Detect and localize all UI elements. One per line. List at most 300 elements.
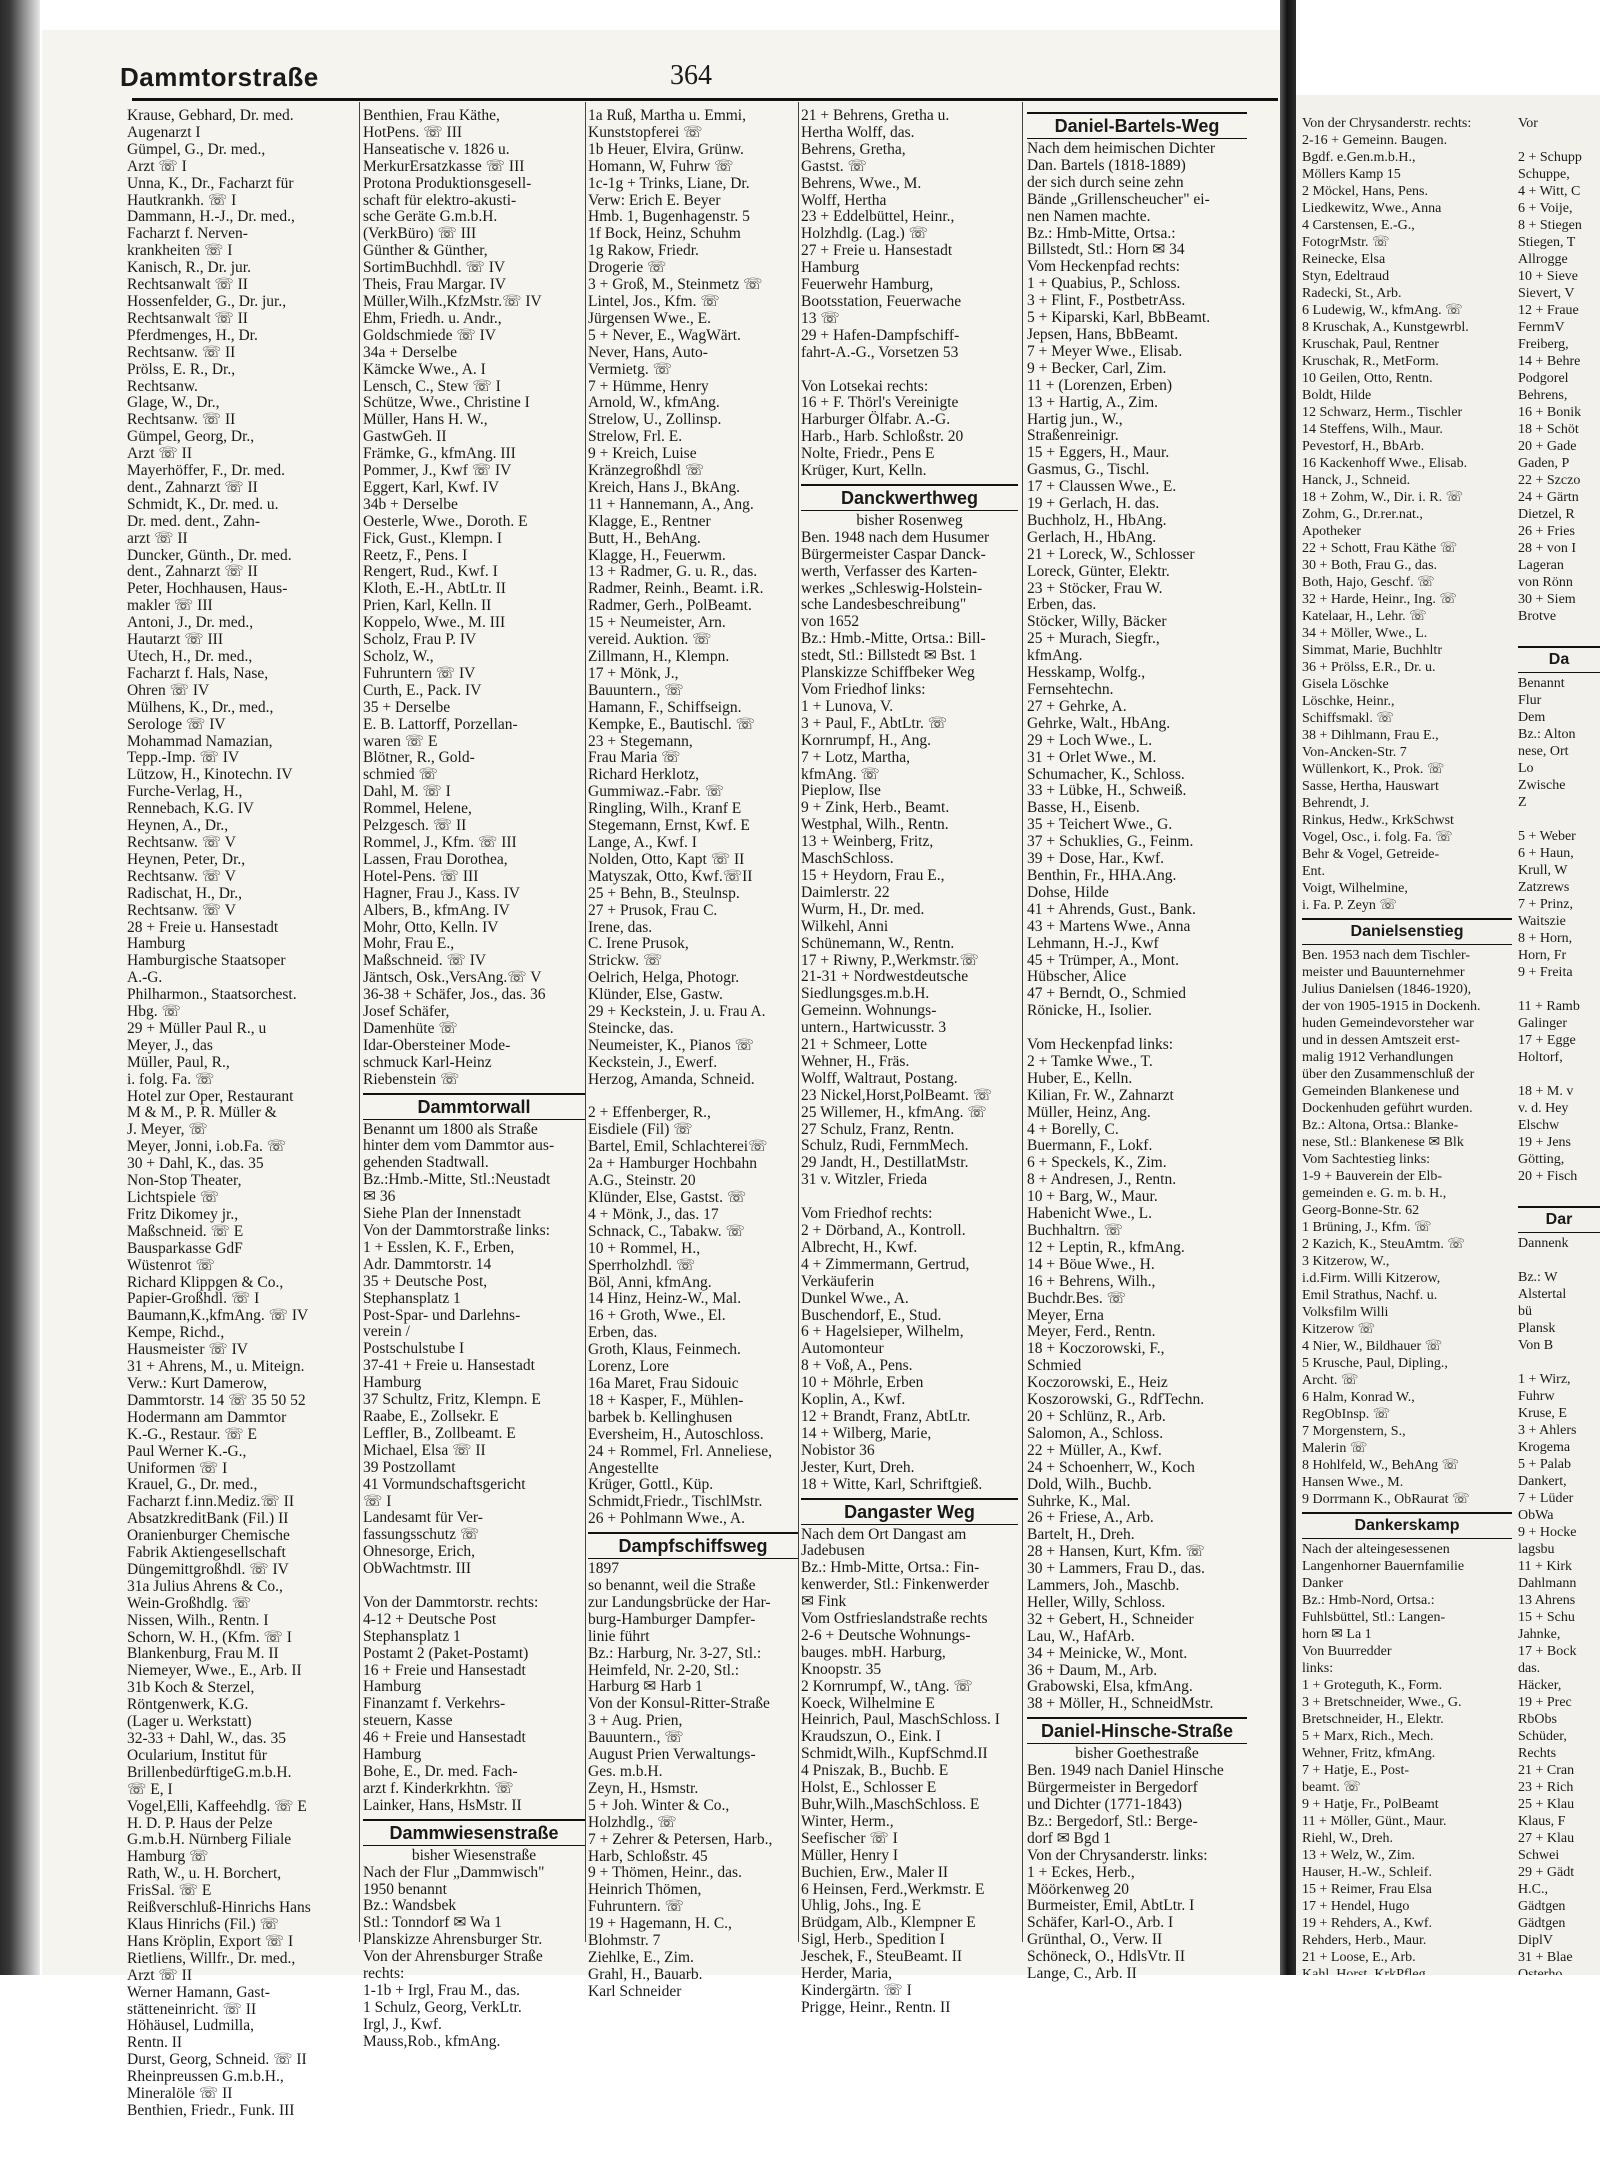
- directory-entry-line: 21 + Loose, E., Arb.: [1302, 1950, 1416, 1965]
- directory-entry-line: 5 + Never, E., WagWärt.: [588, 326, 741, 344]
- directory-entry-line: von Rönn: [1518, 575, 1573, 590]
- directory-entry-line: meister und Bauunternehmer: [1302, 965, 1465, 980]
- directory-entry-line: 3 + Paul, F., AbtLtr. ☏: [801, 714, 948, 732]
- directory-entry-line: 7 + Lüder: [1518, 1491, 1574, 1506]
- directory-entry-line: Götting,: [1518, 1152, 1565, 1167]
- directory-entry-line: Dohse, Hilde: [1027, 883, 1109, 901]
- scan-binding-edge: [0, 0, 40, 1980]
- directory-entry-line: Ben. 1948 nach dem Husumer: [801, 528, 990, 546]
- directory-entry-line: 5 Krusche, Paul, Dipling.,: [1302, 1356, 1448, 1371]
- directory-entry-line: 11 + Hannemann, A., Ang.: [588, 495, 754, 513]
- directory-entry-line: Buchdr.Bes. ☏: [1027, 1289, 1127, 1307]
- directory-entry-line: steuern, Kasse: [363, 1712, 453, 1730]
- directory-entry-line: 25 + Klau: [1518, 1797, 1575, 1812]
- directory-entry-line: [801, 362, 1018, 379]
- directory-entry-line: 2 Möckel, Hans, Pens.: [1302, 184, 1428, 199]
- directory-entry-line: 18 + Koczorowski, F.,: [1027, 1340, 1165, 1358]
- directory-entry-line: Gerlach, H., HbAng.: [1027, 528, 1157, 546]
- directory-entry-line: Prigge, Heinr., Rentn. II: [801, 1998, 951, 2016]
- directory-entry-line: 14 + Böue Wwe., H.: [1027, 1255, 1155, 1273]
- directory-entry-line: Vom Heckenpfad rechts:: [1027, 258, 1180, 276]
- directory-entry-line: Vogel,Elli, Kaffeehdlg. ☏ E: [127, 1797, 307, 1815]
- directory-entry-line: 19 + Rehders, A., Kwf.: [1302, 1916, 1432, 1931]
- directory-entry-line: Nach dem heimischen Dichter: [1027, 140, 1216, 157]
- directory-entry-line: über den Zusammenschluß der: [1302, 1067, 1475, 1082]
- directory-entry-line: Sievert, V: [1518, 286, 1575, 301]
- directory-entry-line: Prölss, E. R., Dr.,: [127, 360, 236, 378]
- directory-entry-line: 18 + Schöt: [1518, 422, 1579, 437]
- directory-entry-line: Albers, B., kfmAng. IV: [363, 901, 510, 919]
- directory-entry-line: Fernsehtechn.: [1027, 681, 1114, 698]
- directory-entry-line: Baumann,K.,kfmAng. ☏ IV: [127, 1307, 309, 1325]
- directory-entry-line: Rennebach, K.G. IV: [127, 800, 254, 818]
- directory-entry-line: Schiffsmakl. ☏: [1302, 711, 1394, 726]
- directory-entry-line: Richard Klippgen & Co.,: [127, 1273, 284, 1291]
- directory-entry-line: Grahl, H., Bauarb.: [588, 1965, 703, 1983]
- directory-entry-line: Dr. med. dent., Zahn-: [127, 512, 261, 530]
- directory-entry-line: ObWa: [1518, 1508, 1554, 1523]
- directory-entry-line: 5 + Marx, Rich., Mech.: [1302, 1729, 1434, 1744]
- directory-entry-line: Brüdgam, Alb., Klempner E: [801, 1914, 976, 1932]
- directory-entry-line: Maßschneid. ☏ IV: [363, 952, 487, 970]
- directory-entry-line: Unna, K., Dr., Facharzt für: [127, 174, 294, 192]
- directory-column-4: [801, 108, 1018, 2027]
- directory-entry-line: 35 + Derselbe: [363, 698, 451, 716]
- directory-entry-line: 1 + Lunova, V.: [801, 697, 894, 715]
- directory-entry-line: Katelaar, H., Lehr. ☏: [1302, 609, 1427, 624]
- directory-entry-line: 21 + Cran: [1518, 1763, 1575, 1778]
- directory-entry-line: Löschke, Heinr.,: [1302, 694, 1395, 709]
- street-heading: Dammwiesenstraße: [363, 1819, 585, 1846]
- directory-entry-line: A.G., Steinstr. 20: [588, 1172, 696, 1190]
- directory-entry-line: ✉ Fink: [801, 1593, 847, 1611]
- directory-entry-line: Werner Hamann, Gast-: [127, 1983, 270, 2001]
- directory-entry-line: Krogema: [1518, 1440, 1571, 1455]
- directory-entry-line: 34b + Derselbe: [363, 495, 458, 513]
- directory-entry-line: Stephansplatz 1: [363, 1289, 461, 1307]
- directory-entry-line: 12 Schwarz, Herm., Tischler: [1302, 405, 1463, 420]
- directory-entry-line: 2 Kornrumpf, W., tAng. ☏: [801, 1677, 973, 1695]
- directory-entry-line: Nolte, Friedr., Pens E: [801, 445, 935, 463]
- directory-entry-line: 3 + Bretschneider, Wwe., G.: [1302, 1695, 1462, 1710]
- directory-entry-line: Schütze, Wwe., Christine I: [363, 394, 530, 412]
- directory-entry-line: 9 + Kreich, Luise: [588, 445, 697, 463]
- directory-entry-line: G.m.b.H. Nürnberg Filiale: [127, 1831, 292, 1849]
- directory-entry-line: Jürgensen Wwe., E.: [588, 309, 711, 327]
- directory-entry-line: Strelow, Frl. E.: [588, 428, 683, 446]
- directory-entry-line: 11 + (Lorenzen, Erben): [1027, 376, 1173, 394]
- directory-entry-line: Zeyn, H., Hsmstr.: [588, 1779, 699, 1797]
- directory-entry-line: 38 + Möller, H., SchneidMstr.: [1027, 1695, 1214, 1713]
- directory-entry-line: 7 + Lotz, Martha,: [801, 748, 911, 766]
- directory-entry-line: Papier-Großhdl. ☏ I: [127, 1290, 260, 1308]
- directory-entry-line: Furche-Verlag, H.,: [127, 783, 243, 801]
- directory-entry-line: Höhäusel, Ludmilla,: [127, 2017, 254, 2035]
- directory-entry-line: 11 + Möller, Günt., Maur.: [1302, 1814, 1447, 1829]
- directory-entry-line: August Prien Verwaltungs-: [588, 1746, 756, 1764]
- directory-entry-line: Blohmstr. 7: [588, 1932, 661, 1950]
- directory-entry-line: Meyer, Ferd., Rentn.: [1027, 1323, 1156, 1341]
- directory-entry-line: Rechtsanw. ☏ V: [127, 833, 236, 851]
- directory-entry-line: 34 + Meinicke, W., Mont.: [1027, 1644, 1188, 1662]
- directory-entry-line: [1518, 1185, 1600, 1202]
- directory-entry-line: Häcker,: [1518, 1678, 1562, 1693]
- directory-entry-line: 27 + Prusok, Frau C.: [588, 901, 718, 919]
- directory-entry-line: Mülhens, K., Dr., med.,: [127, 698, 274, 716]
- directory-entry-line: MerkurErsatzkasse ☏ III: [363, 157, 525, 175]
- directory-entry-line: 3 + Aug. Prien,: [588, 1712, 683, 1730]
- directory-entry-line: Ent.: [1302, 864, 1325, 879]
- page-number: 364: [670, 60, 712, 91]
- directory-entry-line: Kindergärtn. ☏ I: [801, 1981, 912, 1999]
- directory-entry-line: 1f Bock, Heinz, Schuhm: [588, 225, 741, 243]
- directory-entry-line: Klagge, E., Rentner: [588, 512, 711, 530]
- directory-entry-line: Schuppe,: [1518, 167, 1570, 182]
- directory-entry-line: Hesskamp, Wolfg.,: [1027, 664, 1146, 682]
- directory-entry-line: 37 + Schuklies, G., Feinm.: [1027, 833, 1194, 851]
- directory-entry-line: Riehl, W., Dreh.: [1302, 1831, 1393, 1846]
- directory-entry-line: hinter dem vom Dammtor aus-: [363, 1137, 555, 1155]
- directory-entry-line: Schmied: [1027, 1357, 1082, 1375]
- directory-entry-line: Harb, Schloßstr. 45: [588, 1847, 708, 1865]
- directory-entry-line: Verw: Erich E. Beyer: [588, 191, 721, 209]
- directory-entry-line: Hamburg ☏: [127, 1848, 209, 1866]
- directory-entry-line: Schünemann, W., Rentn.: [801, 934, 955, 952]
- directory-entry-line: 31 v. Witzler, Frieda: [801, 1171, 928, 1189]
- directory-entry-line: 16 + Behrens, Wilh.,: [1027, 1272, 1156, 1290]
- directory-entry-line: Styn, Edeltraud: [1302, 269, 1390, 284]
- directory-entry-line: Bürgermeister Caspar Danck-: [801, 545, 986, 563]
- directory-entry-line: kfmAng. ☏: [801, 765, 880, 783]
- directory-entry-line: RegObInsp. ☏: [1302, 1407, 1391, 1422]
- directory-entry-line: Idar-Obersteiner Mode-: [363, 1036, 511, 1054]
- directory-entry-line: Vom Ostfrieslandstraße rechts: [801, 1610, 988, 1628]
- directory-entry-line: 34a + Derselbe: [363, 343, 457, 361]
- directory-entry-line: Behrens, Wwe., M.: [801, 174, 922, 192]
- directory-entry-line: Huber, E., Kelln.: [1027, 1069, 1133, 1087]
- directory-entry-line: Herzog, Amanda, Schneid.: [588, 1070, 755, 1088]
- directory-entry-line: 10 Geilen, Otto, Rentn.: [1302, 371, 1433, 386]
- directory-entry-line: 5 + Weber: [1518, 829, 1576, 844]
- directory-entry-line: Landesamt für Ver-: [363, 1509, 483, 1527]
- directory-entry-line: 4 Nier, W., Bildhauer ☏: [1302, 1339, 1443, 1354]
- directory-entry-line: 30 + Lammers, Frau D., das.: [1027, 1560, 1205, 1578]
- directory-entry-line: Blötner, R., Gold-: [363, 749, 475, 767]
- directory-entry-line: Utech, H., Dr. med.,: [127, 648, 253, 665]
- directory-entry-line: Antoni, J., Dr. med.,: [127, 614, 254, 632]
- facing-page: [1296, 95, 1600, 1975]
- directory-entry-line: Schorn, W. H., (Kfm. ☏ I: [127, 1628, 292, 1646]
- directory-entry-line: 1a Ruß, Martha u. Emmi,: [588, 107, 746, 124]
- directory-entry-line: 19 + Gerlach, H. das.: [1027, 495, 1160, 513]
- directory-entry-line: Salomon, A., Schloss.: [1027, 1424, 1164, 1442]
- directory-entry-line: links:: [1302, 1661, 1334, 1676]
- directory-entry-line: Ocularium, Institut für: [127, 1746, 267, 1764]
- directory-entry-line: Vom Sachtestieg links:: [1302, 1152, 1431, 1167]
- directory-entry-line: Lehmann, H.-J., Kwf: [1027, 934, 1159, 952]
- directory-entry-line: Vom Heckenpfad links:: [1027, 1036, 1174, 1054]
- directory-entry-line: Zwische: [1518, 778, 1566, 793]
- directory-entry-line: 2-6 + Deutsche Wohnungs-: [801, 1626, 971, 1644]
- directory-entry-line: (Lager u. Werkstatt): [127, 1713, 252, 1731]
- directory-entry-line: 27 + Freie u. Hansestadt: [801, 242, 953, 260]
- directory-entry-line: Behr & Vogel, Getreide-: [1302, 847, 1440, 862]
- directory-entry-line: 1-1b + Irgl, Frau M., das.: [363, 1981, 520, 1999]
- directory-entry-line: 3 + Groß, M., Steinmetz ☏: [588, 276, 763, 294]
- street-heading: Danielsenstieg: [1302, 918, 1512, 945]
- directory-entry-line: Fick, Gust., Klempn. I: [363, 529, 503, 547]
- directory-entry-line: Klaus Hinrichs (Fil.) ☏: [127, 1915, 279, 1933]
- directory-entry-line: Heinrich Thömen,: [588, 1881, 702, 1899]
- directory-entry-line: Krüger, Kurt, Kelln.: [801, 462, 927, 480]
- directory-entry-line: [1518, 1066, 1600, 1083]
- directory-entry-line: Wein-Großhdlg. ☏: [127, 1594, 252, 1612]
- directory-entry-line: und in dessen Amtszeit erst-: [1302, 1033, 1460, 1048]
- directory-entry-line: Planskizze Schiffbeker Weg: [801, 664, 975, 682]
- column-divider: [1022, 102, 1023, 1942]
- directory-entry-line: 17 + Claussen Wwe., E.: [1027, 478, 1177, 496]
- directory-entry-line: 11 + Ramb: [1518, 999, 1580, 1014]
- directory-entry-line: Strickw. ☏: [588, 952, 663, 970]
- directory-entry-line: 2a + Hamburger Hochbahn: [588, 1155, 758, 1173]
- directory-entry-line: stätteneinricht. ☏ II: [127, 2000, 257, 2018]
- directory-entry-line: Gasmus, G., Tischl.: [1027, 461, 1150, 479]
- directory-entry-line: 31b Koch & Sterzel,: [127, 1679, 255, 1697]
- directory-entry-line: Oesterle, Wwe., Doroth. E: [363, 512, 528, 530]
- directory-entry-line: Eversheim, H., Autoschloss.: [588, 1425, 764, 1443]
- directory-entry-line: Daimlerstr. 22: [801, 883, 890, 901]
- directory-entry-line: 9 + Becker, Carl, Zim.: [1027, 359, 1167, 377]
- directory-entry-line: Zatzrews: [1518, 880, 1570, 895]
- directory-entry-line: Arzt ☏ I: [127, 157, 187, 175]
- directory-entry-line: Müller, Henry I: [801, 1846, 899, 1864]
- directory-entry-line: A.-G.: [127, 969, 163, 987]
- directory-entry-line: Albrecht, H., Kwf.: [801, 1238, 918, 1256]
- directory-entry-line: 20 + Fisch: [1518, 1169, 1578, 1184]
- directory-entry-line: Schäfer, Karl-O., Arb. I: [1027, 1914, 1174, 1932]
- directory-entry-line: E. B. Lattorff, Porzellan-: [363, 715, 518, 733]
- directory-entry-line: rechts:: [363, 1965, 405, 1983]
- directory-entry-line: dorf ✉ Bgd 1: [1027, 1829, 1112, 1847]
- directory-entry-line: Dan. Bartels (1818-1889): [1027, 156, 1186, 174]
- directory-entry-line: Glage, W., Dr.,: [127, 394, 220, 412]
- directory-entry-line: 4 Carstensen, E.-G.,: [1302, 218, 1415, 233]
- directory-entry-line: 23 + Stöcker, Frau W.: [1027, 579, 1163, 597]
- directory-entry-line: Dahl, M. ☏ I: [363, 783, 451, 801]
- directory-entry-line: Hamann, F., Schiffseign.: [588, 698, 742, 716]
- directory-entry-line: lagsbu: [1518, 1542, 1555, 1557]
- directory-entry-line: 34 + Möller, Wwe., L.: [1302, 626, 1428, 641]
- directory-entry-line: Uhlig, Johs., Ing. E: [801, 1897, 922, 1915]
- directory-entry-line: i. Fa. P. Zeyn ☏: [1302, 898, 1397, 913]
- directory-entry-line: 10 + Rommel, H.,: [588, 1239, 701, 1257]
- directory-entry-line: SortimBuchhdl. ☏ IV: [363, 259, 506, 277]
- directory-entry-line: 22 + Müller, A., Kwf.: [1027, 1441, 1162, 1459]
- directory-entry-line: J. Meyer, ☏: [127, 1121, 208, 1139]
- directory-entry-line: Heimfeld, Nr. 2-20, Stl.:: [588, 1661, 740, 1679]
- directory-entry-line: Dunkel Wwe., A.: [801, 1289, 909, 1307]
- directory-entry-line: Alstertal: [1518, 1287, 1567, 1302]
- directory-entry-line: K.-G., Restaur. ☏ E: [127, 1425, 258, 1443]
- directory-entry-line: Homann, W, Fuhrw ☏: [588, 157, 734, 175]
- directory-column-3: [588, 108, 798, 2027]
- directory-entry-line: 35 + Deutsche Post,: [363, 1272, 488, 1290]
- directory-entry-line: 9 + Thömen, Heinr., das.: [588, 1864, 742, 1882]
- directory-entry-line: 29 + Keckstein, J. u. Frau A.: [588, 1003, 766, 1021]
- directory-entry-line: Danker: [1302, 1576, 1344, 1591]
- directory-entry-line: Boldt, Hilde: [1302, 388, 1372, 403]
- directory-entry-line: bü: [1518, 1304, 1532, 1319]
- directory-entry-line: Koczorowski, E., Heiz: [1027, 1374, 1168, 1392]
- directory-entry-line: GastwGeh. II: [363, 428, 447, 446]
- directory-entry-line: Z: [1518, 795, 1527, 810]
- directory-entry-line: H.C.,: [1518, 1882, 1548, 1897]
- directory-entry-line: Von der Dammtorstr. rechts:: [363, 1593, 539, 1611]
- directory-entry-line: Tepp.-Imp. ☏ IV: [127, 749, 240, 767]
- directory-entry-line: Müller,Wilh.,KfzMstr.☏ IV: [363, 292, 542, 310]
- directory-entry-line: Facharzt f.inn.Mediz.☏ II: [127, 1493, 295, 1511]
- directory-entry-line: das.: [1518, 1661, 1541, 1676]
- directory-entry-line: Ges. m.b.H.: [588, 1763, 663, 1780]
- directory-entry-line: Verw.: Kurt Damerow,: [127, 1374, 268, 1392]
- directory-entry-line: 1b Heuer, Elvira, Grünw.: [588, 140, 744, 158]
- directory-entry-line: Niemeyer, Wwe., E., Arb. II: [127, 1662, 302, 1680]
- directory-entry-line: Günther & Günther,: [363, 242, 488, 260]
- directory-entry-line: 35 + Teichert Wwe., G.: [1027, 816, 1173, 834]
- directory-entry-line: Rheinpreussen G.m.b.H.,: [127, 2068, 284, 2086]
- directory-entry-line: 2 + Dörband, A., Kontroll.: [801, 1222, 966, 1239]
- directory-entry-line: Ehm, Friedh. u. Andr.,: [363, 309, 502, 327]
- directory-entry-line: bauges. mbH. Harburg,: [801, 1643, 946, 1661]
- directory-entry-line: linie führt: [588, 1627, 650, 1645]
- directory-entry-line: Von der Dammtorstraße links:: [363, 1222, 550, 1239]
- directory-entry-line: Von B: [1518, 1338, 1554, 1353]
- directory-entry-line: 1-9 + Bauverein der Elb-: [1302, 1169, 1443, 1184]
- directory-entry-line: Von Lotsekai rechts:: [801, 377, 929, 395]
- directory-entry-line: 32 + Gebert, H., Schneider: [1027, 1610, 1194, 1628]
- directory-entry-line: kenwerder, Stl.: Finkenwerder: [801, 1576, 989, 1594]
- directory-entry-line: Facharzt f. Hals, Nase,: [127, 664, 269, 682]
- directory-entry-line: Gisela Löschke: [1302, 677, 1389, 692]
- directory-entry-line: 18 + Witte, Karl, Schriftgieß.: [801, 1475, 983, 1493]
- directory-entry-line: 21 + Loreck, W., Schlosser: [1027, 545, 1195, 563]
- directory-entry-line: Rommel, J., Kfm. ☏ III: [363, 833, 517, 851]
- directory-entry-line: 23 Nickel,Horst,PolBeamt. ☏: [801, 1086, 993, 1104]
- directory-entry-line: Kränzegroßhdl ☏: [588, 462, 705, 480]
- directory-entry-line: Kitzerow ☏: [1302, 1322, 1376, 1337]
- directory-column-2: [363, 107, 585, 2050]
- directory-entry-line: Lammers, Joh., Maschb.: [1027, 1577, 1180, 1595]
- directory-entry-line: Meyer, J., das: [127, 1036, 213, 1054]
- directory-entry-line: 1 + Quabius, P., Schloss.: [1027, 275, 1181, 293]
- directory-entry-line: nese, Stl.: Blankenese ✉ Blk: [1302, 1135, 1464, 1150]
- directory-entry-line: Radmer, Reinh., Beamt. i.R.: [588, 580, 764, 598]
- book-gutter: [1280, 0, 1296, 1975]
- directory-entry-line: schmuck Karl-Heinz: [363, 1053, 492, 1071]
- directory-entry-line: 8 Hohlfeld, W., BehAng ☏: [1302, 1458, 1460, 1473]
- directory-entry-line: Irene, das.: [588, 918, 653, 936]
- directory-entry-line: 19 + Jens: [1518, 1135, 1572, 1150]
- directory-entry-line: Bz.: Hmb-Mitte, Ortsa.: Fin-: [801, 1559, 980, 1577]
- directory-entry-line: 1c-1g + Trinks, Liane, Dr.: [588, 174, 750, 192]
- directory-entry-line: Gaden, P: [1518, 456, 1570, 471]
- street-heading: Dampfschiffsweg: [588, 1532, 798, 1559]
- directory-entry-line: 1 + Wirz,: [1518, 1372, 1571, 1387]
- directory-entry-line: Matyszak, Otto, Kwf.☏II: [588, 867, 753, 885]
- directory-entry-line: 1 + Esslen, K. F., Erben,: [363, 1238, 515, 1256]
- directory-entry-line: Kloth, E.-H., AbtLtr. II: [363, 580, 506, 598]
- directory-entry-line: 16a Maret, Frau Sidouic: [588, 1374, 739, 1392]
- directory-entry-line: Maßschneid. ☏ E: [127, 1222, 244, 1240]
- directory-entry-line: und Dichter (1771-1843): [1027, 1796, 1182, 1813]
- directory-entry-line: FrisSal. ☏ E: [127, 1882, 212, 1900]
- directory-entry-line: Radecki, St., Arb.: [1302, 286, 1402, 301]
- facing-page-column-a: [1302, 115, 1512, 1983]
- directory-entry-line: Nolden, Otto, Kapt ☏ II: [588, 850, 745, 868]
- directory-entry-line: Hossenfelder, G., Dr. jur.,: [127, 292, 287, 310]
- directory-entry-line: 33 + Lübke, H., Schweiß.: [1027, 782, 1187, 800]
- directory-entry-line: Bürgermeister in Bergedorf: [1027, 1779, 1198, 1797]
- directory-entry-line: Mayerhöffer, F., Dr. med.: [127, 462, 285, 480]
- directory-entry-line: makler ☏ III: [127, 597, 213, 615]
- directory-entry-line: 1 Schulz, Georg, VerkLtr.: [363, 1998, 522, 2016]
- directory-entry-line: Reinecke, Elsa: [1302, 252, 1386, 267]
- directory-entry-line: Prien, Karl, Kelln. II: [363, 597, 492, 615]
- directory-entry-line: 24 + Gärtn: [1518, 490, 1579, 505]
- directory-entry-line: i.d.Firm. Willi Kitzerow,: [1302, 1271, 1441, 1286]
- directory-entry-line: arzt ☏ II: [127, 529, 188, 547]
- directory-entry-line: Bootsstation, Feuerwache: [801, 292, 962, 310]
- directory-entry-line: 10 + Sieve: [1518, 269, 1578, 284]
- directory-entry-line: Rentn. II: [127, 2034, 183, 2052]
- directory-entry-line: 7 + Prinz,: [1518, 897, 1573, 912]
- directory-entry-line: Mohr, Otto, Kelln. IV: [363, 918, 499, 936]
- directory-entry-line: Holtorf,: [1518, 1050, 1563, 1065]
- directory-entry-line: 19 + Prec: [1518, 1695, 1572, 1710]
- directory-entry-line: Stl.: Tonndorf ✉ Wa 1: [363, 1914, 502, 1932]
- directory-entry-line: Schnack, C., Tabakw. ☏: [588, 1222, 745, 1240]
- directory-entry-line: i. folg. Fa. ☏: [127, 1070, 215, 1088]
- street-heading: Dammtorwall: [363, 1093, 585, 1120]
- directory-entry-line: Erben, das.: [1027, 596, 1097, 614]
- directory-column-5: [1027, 108, 1247, 2027]
- directory-entry-line: Drogerie ☏: [588, 259, 667, 277]
- directory-entry-line: Benthien, Frau Käthe,: [363, 107, 500, 124]
- directory-entry-line: 7 + Hümme, Henry: [588, 377, 709, 395]
- directory-entry-line: barbek b. Kellinghusen: [588, 1408, 733, 1426]
- directory-entry-line: Rechtsanw. ☏ II: [127, 343, 236, 361]
- directory-entry-line: Bauuntern., ☏: [588, 1729, 684, 1747]
- directory-entry-line: Grünthal, O., Verw. II: [1027, 1931, 1163, 1949]
- directory-entry-line: Suhrke, K., Mal.: [1027, 1492, 1131, 1510]
- directory-entry-line: 13 + Weinberg, Fritz,: [801, 833, 934, 851]
- directory-entry-line: Never, Hans, Auto-: [588, 343, 708, 361]
- directory-entry-line: Hübscher, Alice: [1027, 968, 1127, 986]
- directory-entry-line: Bretschneider, H., Elektr.: [1302, 1712, 1444, 1727]
- directory-entry-line: Irgl, J., Kwf.: [363, 2015, 442, 2033]
- directory-entry-line: Bz.: Harburg, Nr. 3-27, Stl.:: [588, 1644, 762, 1662]
- directory-entry-line: Bz.: W: [1518, 1270, 1558, 1285]
- directory-entry-line: Arzt ☏ II: [127, 1966, 192, 1984]
- directory-entry-line: Gümpel, Georg, Dr.,: [127, 428, 255, 446]
- directory-entry-line: 8 + Horn,: [1518, 931, 1573, 946]
- street-heading: Dangaster Weg: [801, 1498, 1018, 1525]
- directory-entry-line: Sigl, Herb., Spedition I: [801, 1931, 945, 1949]
- directory-entry-line: 27 Schulz, Franz, Rentn.: [801, 1120, 955, 1138]
- directory-entry-line: Schwei: [1518, 1848, 1560, 1863]
- directory-entry-line: Kempke, E., Bautischl. ☏: [588, 715, 756, 733]
- directory-entry-line: 2 + Tamke Wwe., T.: [1027, 1052, 1153, 1070]
